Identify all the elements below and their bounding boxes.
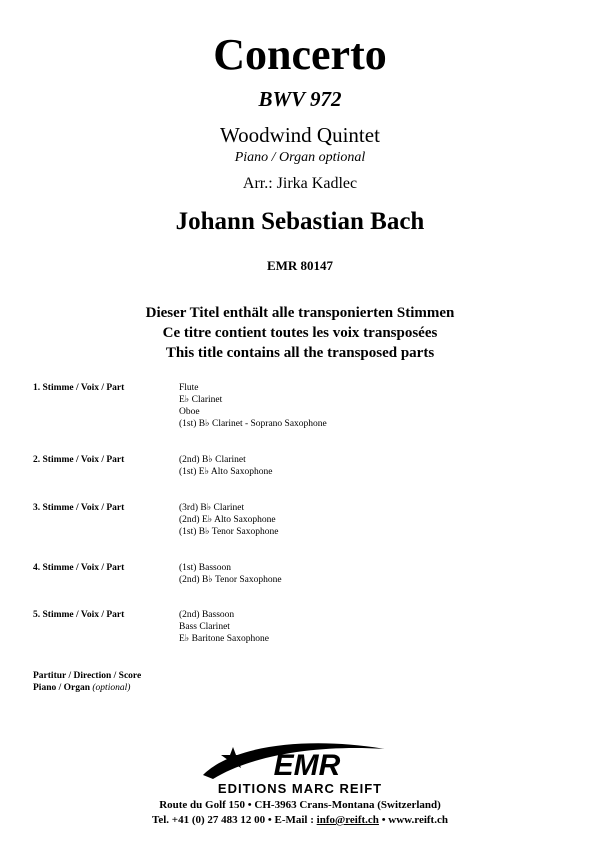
composer: Johann Sebastian Bach (175, 208, 425, 235)
contact-suffix: • www.reift.ch (378, 814, 448, 826)
emr-logo-graphic (195, 735, 405, 797)
part-label: 3. Stimme / Voix / Part (33, 503, 125, 513)
edition-number: EMR 80147 (266, 258, 334, 273)
instrument: (3rd) B♭ Clarinet (179, 503, 245, 513)
part-label: 1. Stimme / Voix / Part (33, 383, 125, 393)
email-link[interactable]: info@reift.ch (316, 814, 379, 826)
instrument: Oboe (179, 407, 200, 417)
instrument: (1st) B♭ Tenor Saxophone (179, 527, 279, 537)
optional-text: (optional) (92, 683, 131, 693)
notice-line-fr: Ce titre contient toutes les voix transposées (162, 325, 438, 341)
instrument-list (179, 609, 269, 645)
piano-organ-label (33, 682, 141, 694)
instrument-list (179, 382, 327, 430)
instrument-list (179, 502, 278, 538)
instrument: (2nd) B♭ Tenor Saxophone (179, 575, 282, 585)
publisher-address: Route du Golf 150 • CH-3963 Crans-Montana (Switzerland) (159, 799, 441, 811)
instrument: E♭ Clarinet (179, 395, 223, 405)
part-label: 5. Stimme / Voix / Part (33, 610, 125, 620)
instrument: Flute (179, 383, 199, 393)
instrument: (1st) B♭ Clarinet - Soprano Saxophone (179, 419, 327, 429)
arranger: Arr.: Jirka Kadlec (242, 175, 358, 192)
part-label: 2. Stimme / Voix / Part (33, 455, 125, 465)
logo-text: EMR (273, 749, 341, 782)
notice-line-en: This title contains all the transposed parts (165, 345, 435, 361)
ensemble-name: Woodwind Quintet (220, 123, 380, 147)
piano-organ-text: Piano / Organ (33, 683, 91, 693)
page-title: Concerto (213, 30, 387, 79)
instrument-list (179, 562, 282, 586)
instrument: (2nd) B♭ Clarinet (179, 455, 246, 465)
score-section (33, 670, 141, 694)
instrument: Bass Clarinet (179, 622, 230, 632)
catalog-number: BWV 972 (258, 87, 342, 111)
emr-logo (195, 735, 405, 807)
instrument: (1st) Bassoon (179, 563, 231, 573)
notice-line-de: Dieser Titel enthält alle transponierten Stimmen (145, 305, 455, 321)
publisher-name: EDITIONS MARC REIFT (217, 781, 383, 796)
instrument: (2nd) E♭ Alto Saxophone (179, 515, 276, 525)
optional-note: Piano / Organ optional (234, 150, 366, 165)
instrument: (2nd) Bassoon (179, 610, 235, 620)
score-label: Partitur / Direction / Score (33, 671, 142, 681)
contact-prefix: Tel. +41 (0) 27 483 12 00 • E-Mail : (152, 814, 317, 826)
instrument: E♭ Baritone Saxophone (179, 634, 269, 644)
instrument-list (179, 454, 272, 478)
instrument: (1st) E♭ Alto Saxophone (179, 467, 273, 477)
part-label: 4. Stimme / Voix / Part (33, 563, 125, 573)
publisher-contact (0, 813, 600, 827)
transposed-parts-notice (0, 303, 600, 363)
